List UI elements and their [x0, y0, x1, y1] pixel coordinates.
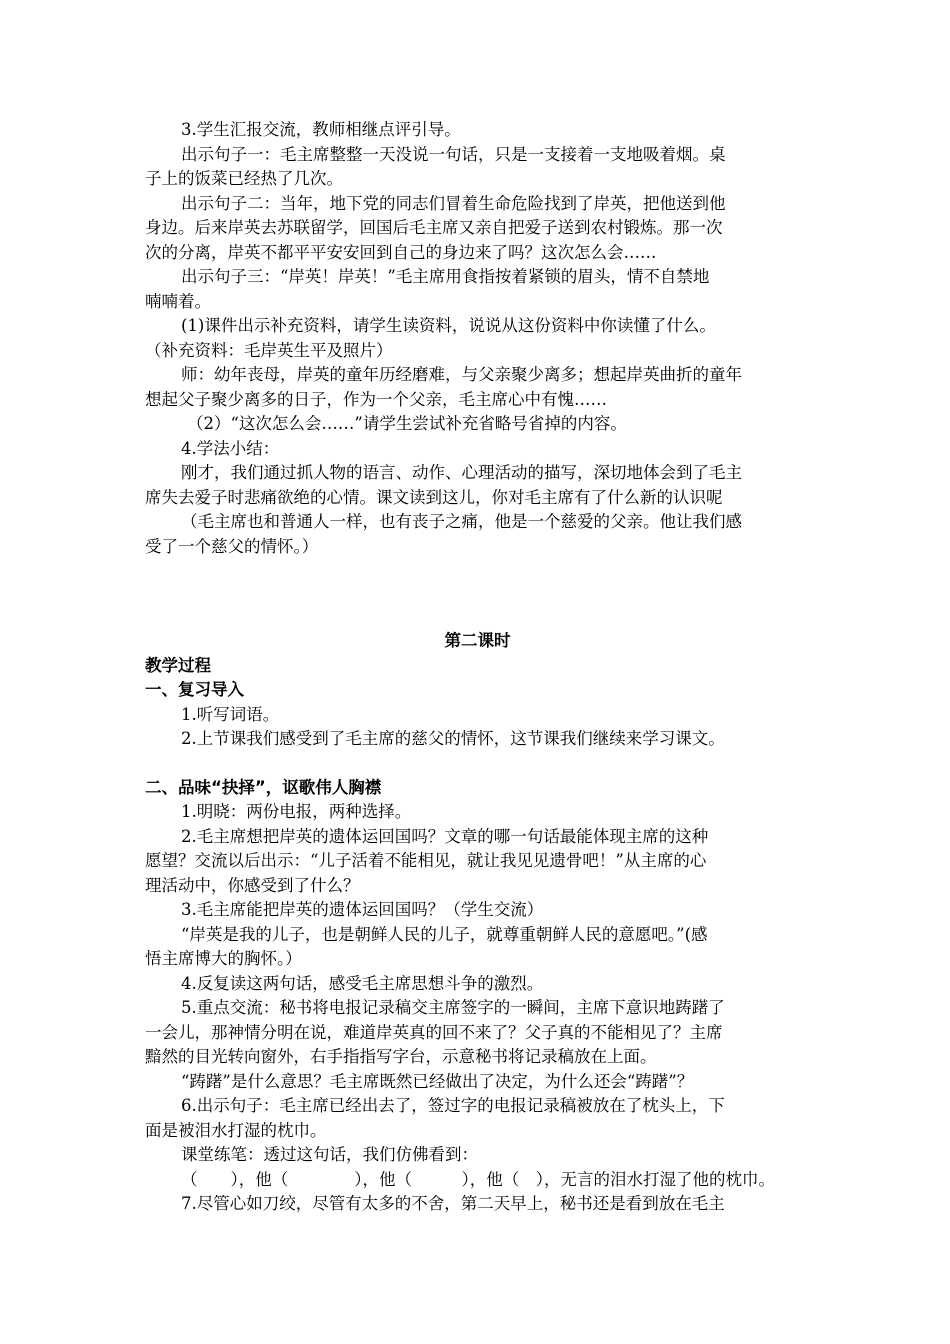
- text-line: 1.明晓：两份电报，两种选择。: [181, 802, 412, 821]
- spacer: [145, 559, 810, 629]
- text-line: 师：幼年丧母，岸英的童年历经磨难，与父亲聚少离多；想起岸英曲折的童年: [181, 365, 742, 384]
- text-line: 身边。后来岸英去苏联留学，回国后毛主席又亲自把爱子送到农村锻炼。那一次: [145, 218, 723, 237]
- section1-heading: 一、复习导入: [145, 680, 244, 699]
- text-line: 子上的饭菜已经热了几次。: [145, 169, 343, 188]
- text-line: 出示句子一：毛主席整整一天没说一句话，只是一支接着一支地吸着烟。桌: [181, 144, 726, 164]
- text-line: 悟主席博大的胸怀。）: [145, 949, 302, 968]
- text-line: （补充资料：毛岸英生平及照片）: [145, 340, 393, 360]
- text-line: 席失去爱子时悲痛欲绝的心情。课文读到这儿，你对毛主席有了什么新的认识呢: [145, 487, 723, 507]
- text-line: （ ），他（ ），他（ ），他（ ），无言的泪水打湿了他的枕巾。: [181, 1169, 775, 1189]
- text-line: 3.学生汇报交流，教师相继点评引导。: [181, 120, 461, 139]
- text-line: 理活动中，你感受到了什么？: [145, 875, 360, 895]
- text-line: 6.出示句子：毛主席已经出去了，签过字的电报记录稿被放在了枕头上，下: [181, 1096, 725, 1115]
- lesson-one-content: [145, 118, 810, 559]
- text-line: 课堂练笔：透过这句话，我们仿佛看到：: [181, 1145, 478, 1164]
- text-line: 想起父子聚少离多的日子，作为一个父亲，毛主席心中有愧……: [145, 389, 607, 409]
- text-line: “岸英是我的儿子，也是朝鲜人民的儿子，就尊重朝鲜人民的意愿吧。”(感: [181, 924, 708, 944]
- text-line: “踌躇”是什么意思？毛主席既然已经做出了决定，为什么还会“踌躇”？: [181, 1071, 694, 1091]
- text-line: (1)课件出示补充资料，请学生读资料，说说从这份资料中你读懂了什么。: [181, 316, 716, 335]
- text-line: 4.反复读这两句话，感受毛主席思想斗争的激烈。: [181, 973, 544, 993]
- text-line: 出示句子二：当年，地下党的同志们冒着生命危险找到了岸英，把他送到他: [181, 193, 726, 213]
- text-line: 2.毛主席想把岸英的遗体运回国吗？文章的哪一句话最能体现主席的这种: [181, 826, 709, 846]
- process-heading: 教学过程: [145, 655, 211, 675]
- text-line: 4.学法小结：: [181, 438, 280, 458]
- section2-content: [145, 800, 810, 1217]
- text-line: （2）“这次怎么会……”请学生尝试补充省略号省掉的内容。: [187, 414, 627, 433]
- text-line: （毛主席也和普通人一样，也有丧子之痛，他是一个慈爱的父亲。他让我们感: [181, 512, 742, 531]
- text-line: 次的分离，岸英不都平平安安回到自己的身边来了吗？这次怎么会……: [145, 242, 657, 262]
- section2-heading: 二、品味“抉择”，讴歌伟人胸襟: [145, 777, 382, 797]
- document-page: [145, 118, 810, 1217]
- text-line: 出示句子三：“岸英！岸英！”毛主席用食指按着紧锁的眉头，情不自禁地: [181, 267, 710, 286]
- text-line: 7.尽管心如刀绞，尽管有太多的不舍，第二天早上，秘书还是看到放在毛主: [181, 1194, 725, 1213]
- text-line: 一会儿，那神情分明在说，难道岸英真的回不来了？父子真的不能相见了？主席: [145, 1022, 723, 1042]
- spacer: [145, 752, 810, 776]
- text-line: 5.重点交流：秘书将电报记录稿交主席签字的一瞬间，主席下意识地踌躇了: [181, 998, 725, 1017]
- text-line: 刚才，我们通过抓人物的语言、动作、心理活动的描写，深切地体会到了毛主: [181, 463, 742, 482]
- text-line: 喃喃着。: [145, 291, 211, 311]
- text-line: 黯然的目光转向窗外，右手指指写字台，示意秘书将记录稿放在上面。: [145, 1047, 657, 1066]
- text-line: 受了一个慈父的情怀。）: [145, 536, 319, 556]
- lesson-title: 第二课时: [444, 631, 511, 650]
- section1-content: [145, 703, 810, 752]
- text-line: 1.听写词语。: [181, 704, 280, 724]
- text-line: 面是被泪水打湿的枕巾。: [145, 1120, 327, 1140]
- text-line: 愿望？交流以后出示：“儿子活着不能相见，就让我见见遗骨吧！”从主席的心: [145, 851, 707, 870]
- text-line: 3.毛主席能把岸英的遗体运回国吗？（学生交流）: [181, 900, 544, 919]
- text-line: 2.上节课我们感受到了毛主席的慈父的情怀，这节课我们继续来学习课文。: [181, 729, 725, 748]
